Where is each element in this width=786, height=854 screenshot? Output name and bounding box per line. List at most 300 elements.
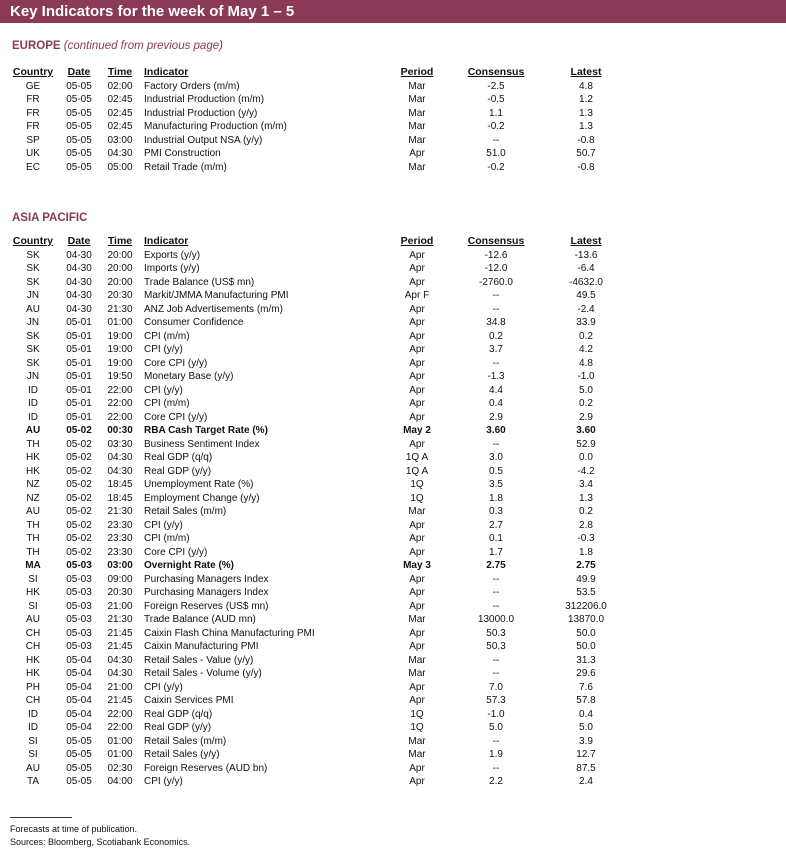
cell-date: 05-01 [66,384,92,396]
cell-period: 1Q [410,708,424,720]
cell-date: 05-01 [66,371,92,382]
cell-consensus: 13000.0 [477,614,515,625]
cell-time: 03:30 [107,438,133,450]
cell-latest: -6.4 [577,263,595,274]
cell-date: 05-03 [66,614,92,625]
cell-time: 22:00 [107,708,133,720]
cell-indicator: Employment Change (y/y) [144,492,260,504]
cell-time: 04:30 [107,465,133,477]
cell-consensus: -0.5 [487,94,505,105]
cell-latest: 29.6 [576,668,596,679]
cell-consensus: 4.4 [489,384,503,396]
cell-date: 05-04 [66,722,92,733]
cell-consensus: 2.7 [489,519,503,531]
cell-time: 23:30 [107,546,133,558]
table-row [8,775,630,789]
cell-consensus: 57.3 [486,695,506,706]
cell-indicator: Real GDP (q/q) [144,708,213,720]
cell-consensus: -12.6 [484,249,508,261]
asia-table-body [8,249,630,789]
cell-indicator: Industrial Production (y/y) [144,107,258,119]
table-row [8,134,630,148]
cell-country: ID [28,722,38,733]
cell-consensus: 34.8 [486,317,506,328]
col-latest: Latest [570,235,602,247]
cell-country: GE [25,80,41,92]
cell-period: May 2 [403,425,431,436]
cell-period: Apr [409,600,425,612]
cell-date: 05-02 [66,479,92,490]
cell-period: Apr [409,303,425,315]
cell-period: Apr [409,695,425,706]
europe-table-body [8,80,630,175]
cell-time: 03:00 [107,560,133,571]
cell-latest: 3.60 [576,425,596,436]
table-row [8,546,630,560]
page-title: Key Indicators for the week of May 1 – 5 [10,3,295,20]
cell-time: 04:30 [107,452,133,463]
table-row [8,681,630,695]
cell-indicator: Markit/JMMA Manufacturing PMI [144,290,289,301]
cell-latest: 2.75 [576,560,596,571]
cell-indicator: Caixin Manufacturing PMI [144,641,259,652]
cell-date: 05-05 [66,121,92,132]
cell-period: Apr [409,411,425,423]
cell-indicator: Exports (y/y) [144,249,201,261]
cell-indicator: Factory Orders (m/m) [144,80,240,92]
cell-indicator: CPI (y/y) [144,776,183,787]
cell-period: Mar [408,161,426,173]
table-row [8,316,630,330]
table-row [8,519,630,533]
cell-consensus: 0.3 [489,506,503,517]
cell-consensus: -12.0 [484,263,508,274]
cell-indicator: Manufacturing Production (m/m) [144,121,287,132]
cell-country: NZ [26,492,40,504]
cell-period: Apr [409,398,425,409]
table-row [8,303,630,317]
cell-consensus: -- [492,600,500,612]
cell-latest: 0.0 [579,452,593,463]
cell-latest: -2.4 [577,303,595,315]
cell-indicator: Industrial Production (m/m) [144,94,265,105]
cell-period: Mar [408,668,426,679]
table-row [8,573,630,587]
cell-country: ID [28,384,38,396]
cell-country: MA [25,560,41,571]
cell-latest: -0.8 [577,134,595,146]
cell-period: Mar [408,735,426,747]
cell-country: FR [26,121,40,132]
cell-time: 09:00 [107,573,133,585]
cell-latest: 4.2 [579,344,593,355]
col-latest: Latest [570,66,602,78]
cell-date: 05-03 [66,641,92,652]
table-row [8,694,630,708]
cell-time: 01:00 [107,317,133,328]
table-row [8,93,630,107]
cell-period: Mar [408,121,426,132]
cell-consensus: 1.8 [489,492,503,504]
cell-period: Apr [409,776,425,787]
cell-time: 04:30 [107,668,133,679]
table-row [8,532,630,546]
cell-latest: -13.6 [574,249,598,261]
cell-indicator: Foreign Reserves (AUD bn) [144,762,268,774]
cell-date: 05-03 [66,600,92,612]
cell-consensus: 50.3 [486,641,506,652]
cell-country: EC [26,161,40,173]
cell-country: SI [28,735,38,747]
table-row [8,107,630,121]
europe-section-title [12,40,223,52]
col-consensus: Consensus [467,66,525,78]
cell-latest: 2.9 [579,411,593,423]
cell-consensus: 0.4 [489,398,503,409]
cell-period: Apr [409,438,425,450]
cell-time: 19:50 [107,371,133,382]
cell-indicator: Trade Balance (AUD mn) [144,614,256,625]
cell-time: 05:00 [107,161,133,173]
cell-country: SI [28,749,38,760]
cell-time: 20:00 [107,263,133,274]
cell-time: 23:30 [107,519,133,531]
cell-country: ID [28,708,38,720]
cell-time: 21:00 [107,600,133,612]
cell-country: SK [26,357,40,369]
cell-consensus: 0.5 [489,465,503,477]
cell-date: 05-05 [66,94,92,105]
cell-country: SK [26,276,40,288]
europe-table [8,66,630,174]
cell-consensus: 0.1 [489,533,503,544]
cell-country: JN [26,371,40,382]
cell-period: Apr [409,533,425,544]
cell-country: JN [26,290,40,301]
cell-country: NZ [26,479,40,490]
cell-consensus: -0.2 [487,121,505,132]
cell-indicator: Core CPI (y/y) [144,357,208,369]
cell-period: Mar [408,94,426,105]
cell-period: Apr [409,371,425,382]
cell-time: 18:45 [107,492,133,504]
cell-time: 20:00 [107,276,133,288]
cell-consensus: -- [492,438,500,450]
cell-latest: 13870.0 [567,614,605,625]
cell-latest: -4.2 [577,465,595,477]
table-row [8,478,630,492]
col-indicator: Indicator [144,66,189,78]
cell-latest: 2.4 [579,776,593,787]
cell-period: Apr [409,276,425,288]
cell-latest: 52.9 [576,438,596,450]
cell-latest: 312206.0 [565,600,607,612]
cell-indicator: Retail Sales (m/m) [144,506,227,517]
table-row [8,492,630,506]
cell-country: AU [25,425,41,436]
cell-indicator: Core CPI (y/y) [144,411,208,423]
cell-indicator: CPI (y/y) [144,519,183,531]
cell-indicator: Purchasing Managers Index [144,587,269,598]
cell-indicator: CPI (m/m) [144,398,190,409]
cell-time: 22:00 [107,722,133,733]
cell-indicator: Caixin Services PMI [144,695,234,706]
cell-country: SI [28,573,38,585]
cell-indicator: CPI (y/y) [144,681,183,693]
cell-country: JN [26,317,40,328]
cell-consensus: -- [492,668,500,679]
cell-country: TA [26,776,40,787]
table-row [8,762,630,776]
europe-note: (continued from previous page) [63,40,223,52]
cell-latest: -0.3 [577,533,595,544]
cell-indicator: Overnight Rate (%) [144,560,235,571]
cell-period: Mar [408,749,426,760]
cell-latest: 53.5 [576,587,596,598]
cell-date: 05-02 [66,492,92,504]
table-row [8,667,630,681]
cell-time: 21:45 [107,695,133,706]
cell-latest: 57.8 [576,695,596,706]
cell-latest: 12.7 [576,749,596,760]
cell-date: 05-03 [66,560,92,571]
cell-time: 22:00 [107,384,133,396]
cell-date: 05-05 [66,80,92,92]
table-row [8,748,630,762]
col-period: Period [400,235,434,247]
cell-country: SK [26,263,40,274]
cell-time: 02:00 [107,80,133,92]
cell-period: Apr [409,330,425,342]
cell-date: 04-30 [66,303,92,315]
cell-country: UK [26,148,40,159]
cell-period: Apr [409,641,425,652]
cell-date: 04-30 [66,263,92,274]
cell-period: 1Q A [405,465,429,477]
cell-country: TH [26,438,40,450]
cell-period: Apr [409,344,425,355]
asia-title: ASIA PACIFIC [12,212,88,224]
cell-consensus: -- [492,303,500,315]
cell-time: 01:00 [107,735,133,747]
cell-time: 20:30 [107,290,133,301]
asia-table [8,235,630,789]
table-row [8,438,630,452]
cell-time: 21:30 [107,614,133,625]
cell-time: 04:30 [107,654,133,666]
cell-consensus: 7.0 [489,681,503,693]
cell-consensus: 3.7 [489,344,503,355]
cell-consensus: 2.75 [486,560,506,571]
cell-indicator: CPI (y/y) [144,384,183,396]
cell-indicator: Retail Sales - Volume (y/y) [144,668,262,679]
cell-time: 02:45 [107,94,133,105]
cell-period: Apr [409,384,425,396]
cell-consensus: -- [492,587,500,598]
cell-country: HK [26,654,40,666]
cell-date: 05-03 [66,573,92,585]
cell-consensus: 1.7 [489,546,503,558]
cell-consensus: -- [492,654,500,666]
cell-date: 05-05 [66,161,92,173]
cell-date: 05-04 [66,668,92,679]
table-row [8,161,630,175]
cell-date: 05-02 [66,533,92,544]
cell-indicator: Real GDP (y/y) [144,465,212,477]
cell-country: SI [28,600,38,612]
table-row [8,451,630,465]
table-row [8,559,630,573]
cell-latest: 5.0 [579,384,593,396]
cell-country: HK [26,452,40,463]
cell-date: 05-05 [66,749,92,760]
cell-country: FR [26,94,40,105]
cell-date: 05-05 [66,776,92,787]
cell-country: ID [28,411,38,423]
cell-indicator: Consumer Confidence [144,317,244,328]
cell-consensus: 50.3 [486,627,506,639]
cell-date: 05-02 [66,438,92,450]
cell-date: 04-30 [66,290,92,301]
cell-date: 05-04 [66,708,92,720]
cell-time: 21:30 [107,506,133,517]
cell-latest: 4.8 [579,357,593,369]
cell-period: Mar [408,654,426,666]
cell-latest: -0.8 [577,161,595,173]
table-row [8,120,630,134]
table-row [8,465,630,479]
cell-period: Apr [409,573,425,585]
cell-time: 20:30 [107,587,133,598]
cell-date: 05-02 [66,425,92,436]
cell-indicator: Real GDP (q/q) [144,452,213,463]
cell-country: SK [26,344,40,355]
cell-time: 21:45 [107,641,133,652]
col-date: Date [67,235,91,247]
cell-period: Mar [408,107,426,119]
cell-consensus: 2.2 [489,776,503,787]
cell-time: 02:30 [107,762,133,774]
cell-time: 02:45 [107,107,133,119]
cell-period: Apr F [404,290,430,301]
cell-consensus: -- [492,290,500,301]
cell-date: 05-05 [66,735,92,747]
cell-indicator: Real GDP (y/y) [144,722,212,733]
col-indicator: Indicator [144,235,189,247]
col-date: Date [67,66,91,78]
cell-country: AU [26,506,40,517]
cell-period: Apr [409,148,425,159]
cell-latest: 7.6 [579,681,593,693]
cell-period: 1Q [410,722,424,733]
cell-indicator: Purchasing Managers Index [144,573,269,585]
cell-country: FR [26,107,40,119]
cell-time: 03:00 [107,134,133,146]
cell-country: TH [26,546,40,558]
cell-country: TH [26,533,40,544]
cell-country: SP [26,134,40,146]
cell-date: 05-02 [66,519,92,531]
col-country: Country [12,66,54,78]
cell-period: Apr [409,627,425,639]
col-time: Time [107,66,133,78]
table-row [8,262,630,276]
table-row [8,613,630,627]
cell-period: Mar [408,614,426,625]
cell-indicator: PMI Construction [144,148,221,159]
cell-latest: 3.9 [579,735,593,747]
cell-date: 05-01 [66,357,92,369]
cell-latest: 1.3 [579,107,593,119]
cell-date: 05-02 [66,465,92,477]
cell-consensus: -2760.0 [479,276,513,288]
cell-indicator: Trade Balance (US$ mn) [144,276,255,288]
table-row [8,276,630,290]
cell-indicator: Imports (y/y) [144,263,200,274]
cell-latest: -4632.0 [569,276,603,288]
cell-country: TH [26,519,40,531]
cell-indicator: Business Sentiment Index [144,438,260,450]
cell-latest: 1.2 [579,94,593,105]
cell-latest: 0.4 [579,708,593,720]
cell-indicator: ANZ Job Advertisements (m/m) [144,303,283,315]
table-row [8,505,630,519]
cell-indicator: CPI (m/m) [144,533,190,544]
cell-consensus: -- [492,134,500,146]
table-row [8,586,630,600]
cell-indicator: Caixin Flash China Manufacturing PMI [144,627,315,639]
cell-time: 23:30 [107,533,133,544]
cell-date: 05-04 [66,654,92,666]
cell-indicator: Retail Sales (m/m) [144,735,227,747]
cell-country: SK [26,330,40,342]
cell-latest: 0.2 [579,330,593,342]
cell-country: SK [26,249,40,261]
cell-latest: 50.0 [576,641,596,652]
cell-indicator: Core CPI (y/y) [144,546,208,558]
table-row [8,357,630,371]
asia-header-row [8,235,630,249]
cell-consensus: 0.2 [489,330,503,342]
cell-consensus: -0.2 [487,161,505,173]
cell-time: 22:00 [107,411,133,423]
cell-consensus: -1.0 [487,708,505,720]
table-row [8,627,630,641]
cell-date: 05-02 [66,506,92,517]
cell-latest: 0.2 [579,506,593,517]
cell-indicator: CPI (y/y) [144,344,183,355]
cell-consensus: 5.0 [489,722,503,733]
cell-period: Apr [409,587,425,598]
cell-date: 05-02 [66,546,92,558]
table-row [8,249,630,263]
cell-date: 05-01 [66,344,92,355]
cell-date: 05-01 [66,317,92,328]
table-row [8,289,630,303]
cell-latest: 1.3 [579,121,593,132]
europe-title: EUROPE [12,40,61,52]
cell-consensus: -- [492,573,500,585]
cell-date: 05-02 [66,452,92,463]
table-row [8,424,630,438]
cell-country: AU [26,762,40,774]
table-row [8,654,630,668]
cell-country: HK [26,587,40,598]
cell-date: 04-30 [66,249,92,261]
cell-date: 05-05 [66,134,92,146]
cell-indicator: Retail Sales - Value (y/y) [144,654,254,666]
cell-latest: 1.8 [579,546,593,558]
